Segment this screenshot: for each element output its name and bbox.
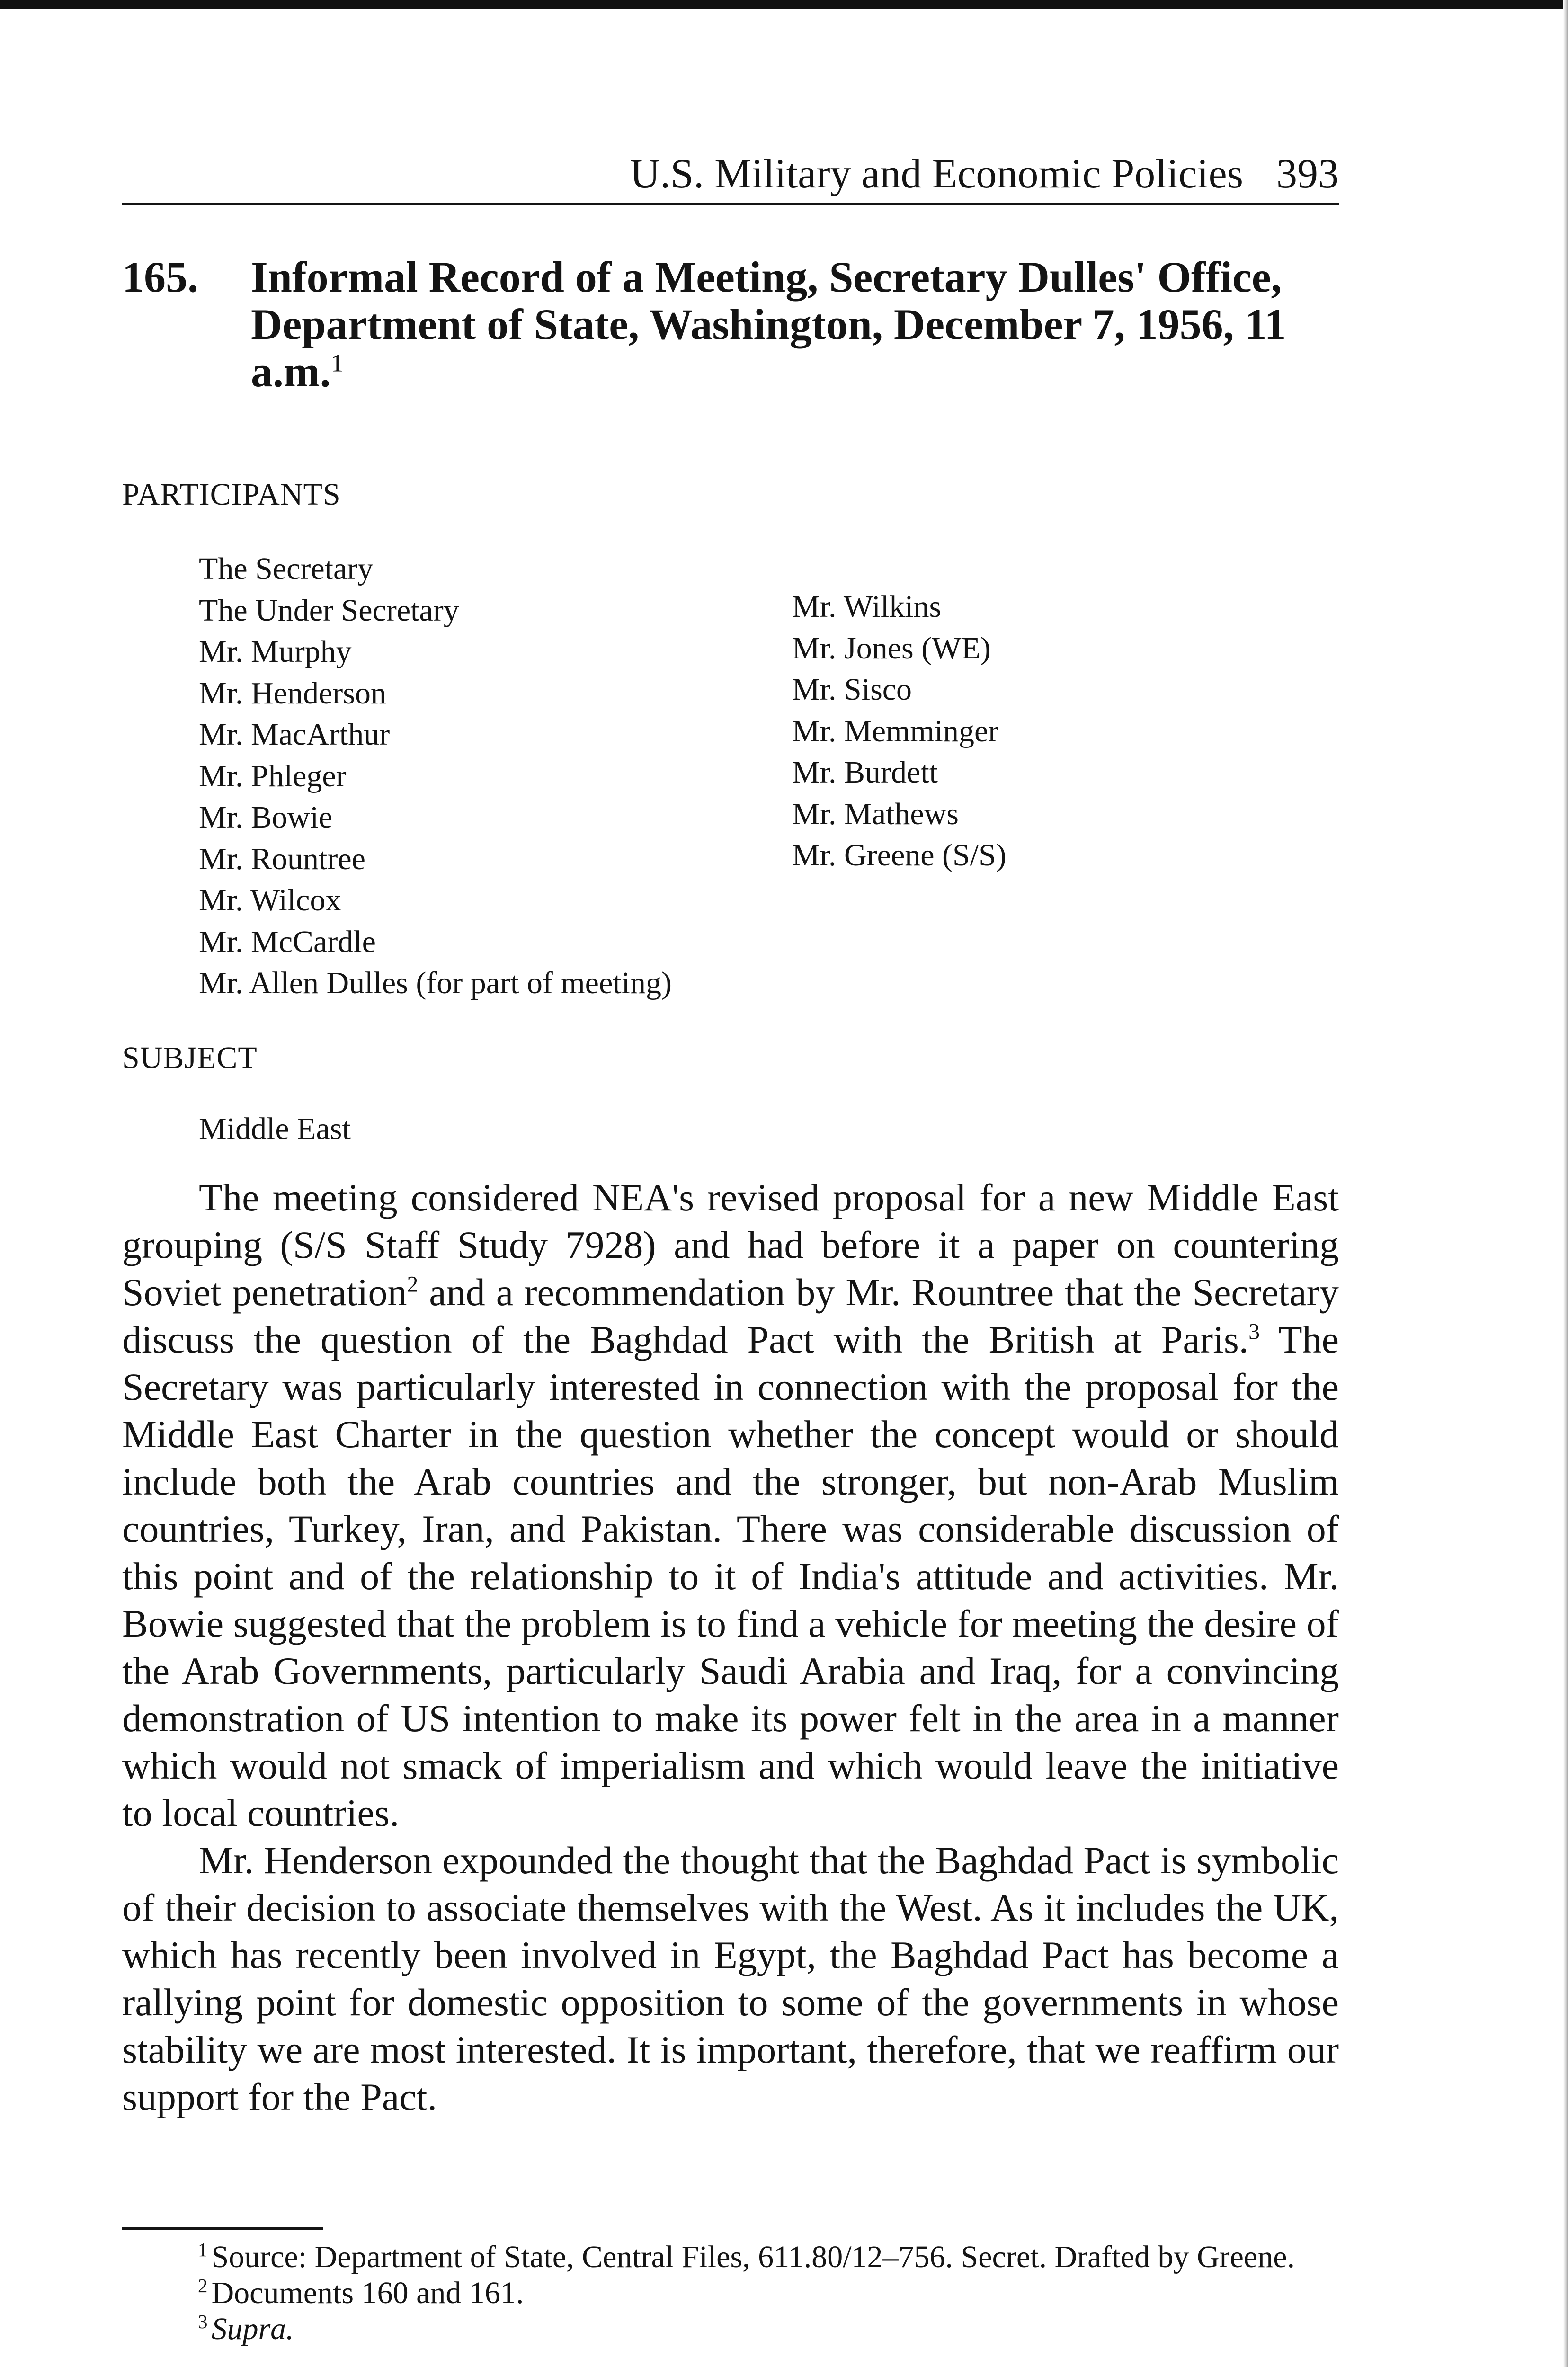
participant: Mr. Bowie xyxy=(199,800,333,835)
participants-label: PARTICIPANTS xyxy=(122,477,341,512)
footnote-text: Supra. xyxy=(211,2312,294,2346)
footnote-ref-2[interactable]: 2 xyxy=(407,1272,419,1297)
participant: Mr. Henderson xyxy=(199,676,386,711)
document-title-text: Informal Record of a Meeting, Secretary Dulles' Office, Department of State, Washington, December 7, 1956, 11 a.m. xyxy=(251,253,1286,396)
body-text xyxy=(122,1174,1339,2121)
participant: Mr. MacArthur xyxy=(199,717,390,752)
subject-text: Middle East xyxy=(199,1112,351,1146)
participant: Mr. Memminger xyxy=(792,713,999,748)
participant: Mr. Murphy xyxy=(199,634,352,669)
participant: Mr. Mathews xyxy=(792,796,959,831)
participant: Mr. Sisco xyxy=(792,672,912,707)
scan-top-edge xyxy=(0,0,1568,9)
running-title: U.S. Military and Economic Policies xyxy=(630,151,1243,197)
page-number: 393 xyxy=(1276,151,1339,197)
footnote-text: Documents 160 and 161. xyxy=(211,2276,524,2310)
paragraph-text: and a recommendation by Mr. Rountree that the Secretary discuss the question of the Baghdad Pact with the British at Paris. xyxy=(122,1271,1339,1361)
footnote-ref-1[interactable]: 1 xyxy=(330,348,344,377)
footnote-mark: 1 xyxy=(198,2239,208,2260)
footnote-text: Source: Department of State, Central Files, 611.80/12–756. Secret. Drafted by Greene. xyxy=(211,2240,1295,2274)
footnote-2 xyxy=(122,2275,1339,2311)
paragraph-text: The Secretary was particularly interested in connection with the proposal for the Middle East Charter in the question whether the concept would or should include both the Arab countries and the stronger, but non-Arab Muslim countries, Turkey, Iran, and Pakistan. There was considerable discussion of this point and of the relationship to it of India's attitude and activities. Mr. Bowie suggested that the problem is to find a vehicle for meeting the desire of the Arab Governments, particularly Saudi Arabia and Iraq, for a convincing demonstration of US intention to make its power felt in the area in a manner which would not smack of imperialism and which would leave the initiative to local countries. xyxy=(122,1318,1339,1834)
footnotes xyxy=(122,2239,1339,2347)
participant: Mr. Rountree xyxy=(199,841,365,876)
header-rule xyxy=(122,203,1339,205)
participant: Mr. Wilkins xyxy=(792,589,942,624)
footnote-mark: 2 xyxy=(198,2275,208,2296)
footnote-1 xyxy=(122,2239,1339,2275)
subject-label: SUBJECT xyxy=(122,1041,258,1075)
document-number: 165. xyxy=(122,253,198,301)
footnote-ref-3[interactable]: 3 xyxy=(1248,1319,1260,1344)
paragraph-text: The meeting considered NEA's revised proposal for a new Middle East grouping (S/S Staff Study 7928) and had before it a paper on countering Soviet penetration xyxy=(122,1176,1339,1314)
participant: Mr. McCardle xyxy=(199,924,376,959)
running-head xyxy=(122,151,1339,198)
participant: Mr. Burdett xyxy=(792,755,938,790)
footnote-rule xyxy=(122,2227,323,2230)
body-paragraph-1 xyxy=(122,1174,1339,1837)
participant: Mr. Jones (WE) xyxy=(792,631,991,666)
document-title xyxy=(251,253,1316,395)
participant: The Under Secretary xyxy=(199,593,459,628)
participant: Mr. Allen Dulles (for part of meeting) xyxy=(199,966,672,1000)
participants-right-column xyxy=(792,586,1007,876)
participant: The Secretary xyxy=(199,552,374,586)
footnote-3 xyxy=(122,2311,1339,2347)
participant: Mr. Greene (S/S) xyxy=(792,838,1007,872)
footnote-mark: 3 xyxy=(198,2311,208,2332)
participant: Mr. Wilcox xyxy=(199,883,341,917)
scan-right-edge xyxy=(1563,0,1568,2367)
participant: Mr. Phleger xyxy=(199,758,347,793)
body-paragraph-2: Mr. Henderson expounded the thought that the Baghdad Pact is symbolic of their decision to associate themselves with the West. As it includes the UK, which has recently been involved in Egypt, the Baghdad Pact has become a rallying point for domestic opposition to some of the governments in whose stability we are most interested. It is important, therefore, that we reaffirm our support for the Pact. xyxy=(122,1839,1339,2118)
participants-left-column xyxy=(199,548,672,1004)
